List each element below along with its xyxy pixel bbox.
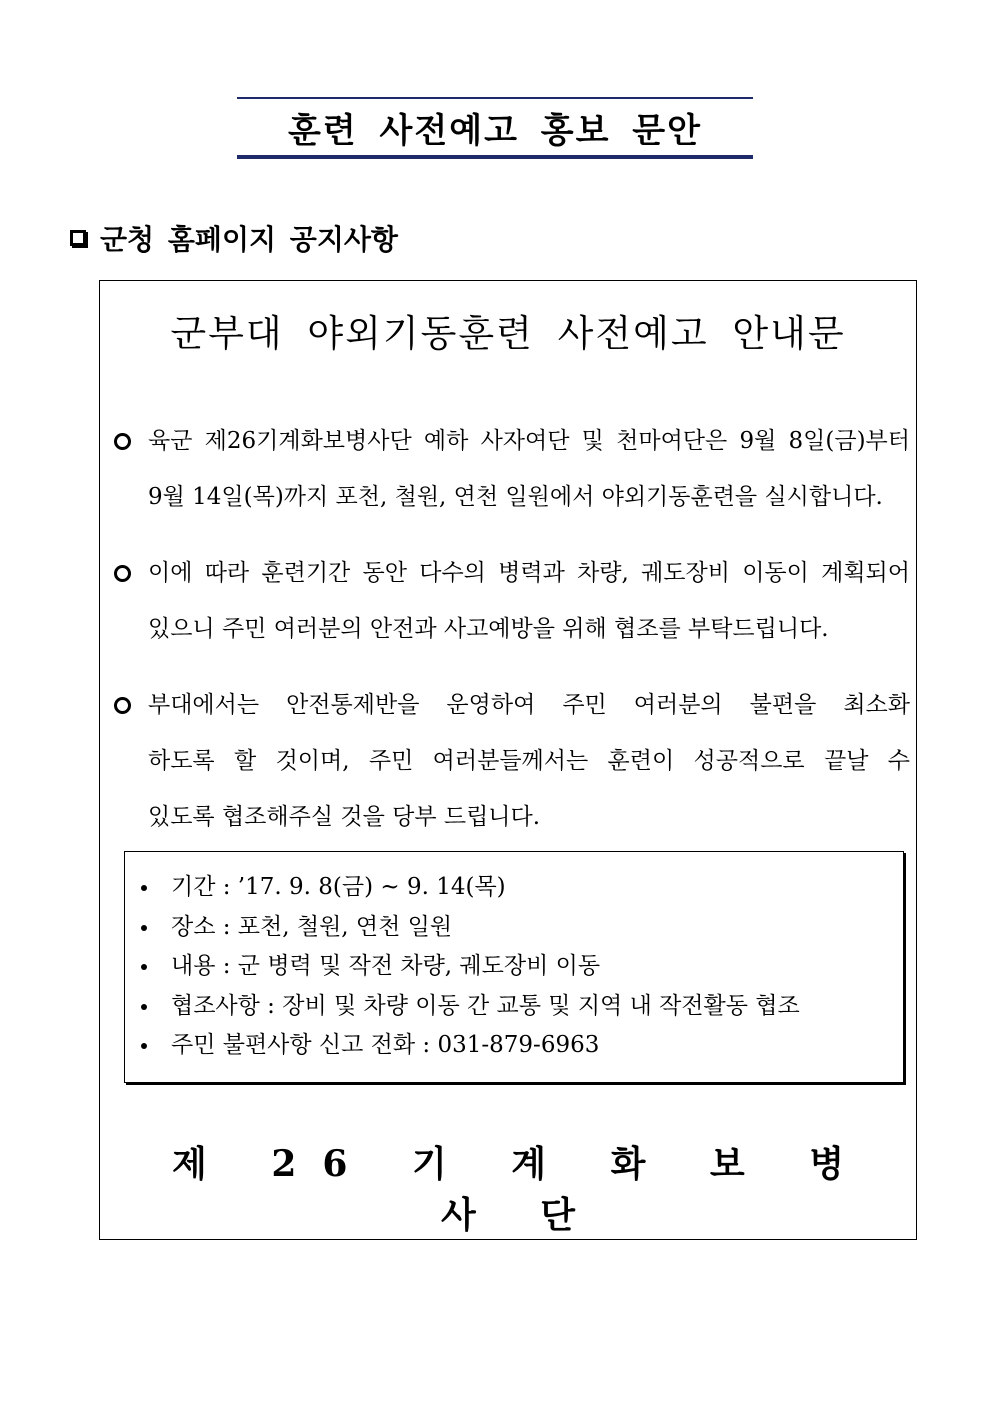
info-item-content (125, 947, 903, 987)
bullet-dot-icon (141, 885, 147, 891)
circle-bullet-icon (114, 433, 131, 450)
info-item-period (125, 868, 903, 908)
section-heading (70, 214, 398, 262)
circle-bullet-icon (114, 565, 131, 582)
notice-paragraphs (106, 413, 910, 865)
info-item-text: 기간 : ’17. 9. 8(금) ~ 9. 14(목) (171, 874, 506, 900)
notice-box (99, 280, 917, 1240)
notice-paragraph (106, 413, 910, 525)
paragraph-line: 있으니 주민 여러분의 안전과 사고예방을 위해 협조를 부탁드립니다. (148, 616, 829, 642)
paragraph-line: 있도록 협조해주실 것을 당부 드립니다. (148, 804, 541, 830)
info-item-text: 장소 : 포천, 철원, 연천 일원 (171, 913, 453, 940)
bullet-dot-icon (141, 1043, 147, 1049)
bullet-dot-icon (141, 925, 147, 931)
paragraph-line: 9월 14일(목)까지 포천, 철원, 연천 일원에서 야외기동훈련을 실시합니다. (148, 484, 883, 510)
bullet-dot-icon (141, 1004, 147, 1010)
paragraph-line: 육군 제26기계화보병사단 예하 사자여단 및 천마여단은 9월 8일(금)부터 (148, 428, 910, 454)
bullet-dot-icon (141, 964, 147, 970)
info-item-text: 내용 : 군 병력 및 작전 차량, 궤도장비 이동 (171, 953, 601, 979)
section-heading-text: 군청 홈페이지 공지사항 (100, 223, 398, 256)
info-item-text: 협조사항 : 장비 및 차량 이동 간 교통 및 지역 내 작전활동 협조 (171, 992, 800, 1019)
info-item-contact-phone (125, 1026, 903, 1066)
notice-paragraph (106, 677, 910, 845)
paragraph-line: 하도록 할 것이며, 주민 여러분들께서는 훈련이 성공적으로 끝날 수 (148, 748, 910, 774)
info-item-cooperation (125, 987, 903, 1027)
document-title-banner (237, 97, 753, 159)
paragraph-line: 부대에서는 안전통제반을 운영하여 주민 여러분의 불편을 최소화 (148, 692, 910, 718)
circle-bullet-icon (114, 697, 131, 714)
notice-title: 군부대 야외기동훈련 사전예고 안내문 (170, 312, 846, 355)
info-summary-box (124, 851, 904, 1083)
checkbox-square-icon (70, 230, 86, 246)
issuer-signature: 제 26 기 계 화 보 병 사 단 (172, 1143, 870, 1236)
notice-paragraph (106, 545, 910, 657)
document-title: 훈련 사전예고 홍보 문안 (288, 110, 702, 151)
paragraph-line: 이에 따라 훈련기간 동안 다수의 병력과 차량, 궤도장비 이동이 계획되어 (148, 560, 910, 586)
info-item-text: 주민 불편사항 신고 전화 : 031-879-6963 (171, 1032, 600, 1058)
info-item-location (125, 908, 903, 948)
